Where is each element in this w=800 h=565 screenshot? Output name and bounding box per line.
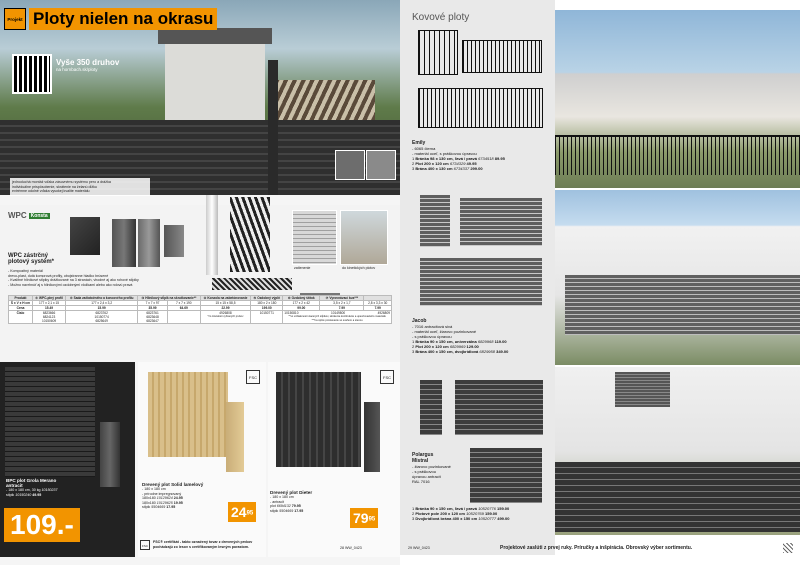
larch-fence-image [148,372,228,457]
fence-post [268,60,278,195]
screening-caption: zatienenie [294,266,311,270]
dieter-panel [268,362,400,557]
number-cell: 10150771 [251,311,283,324]
emily-gate2-image [418,88,543,128]
intro-box [10,178,150,196]
concrete-bracket-image [206,195,218,275]
item-number: 10150810 [284,311,299,315]
larch-info [142,482,227,510]
item-number: 6823666 [42,311,56,315]
jacob-name: Jacob [412,318,427,324]
item-label: Plotové pole 200 x 120 cm [415,511,465,516]
wpc-heading [8,253,88,265]
fsc-text-1: FSC® certifikát - takto označený tovar z drevených prvkov [153,540,253,545]
right-page-number [408,546,430,551]
item-price: 299.00 [470,166,483,171]
item-label: Bránka 90 x 150 cm, ľavá / pravá [415,506,477,511]
bpc-desc-1-num: 10150237 [41,488,58,492]
item-number: 4926808 [219,311,232,315]
larch-post-image [226,402,244,472]
page-number: 29 [408,546,412,550]
item-price: 159.00 [485,511,498,516]
fsc-label: FSC [142,544,148,548]
bpc-desc-1-text: - 180 x 180 cm, 30 kg [6,488,41,492]
footnote-1: *zo závislosti vybraných prvkov [207,315,244,318]
price-cell: 15.49 [32,306,65,311]
polargus-d2: - s práškovou [412,469,437,474]
size-cell: 7 x 7 x 97 [138,301,168,306]
item-code: 6734518 [478,156,494,161]
item-code: 6734337 [453,166,470,171]
size-cell: 15 x 15 x 58,5 [200,301,251,306]
price-cell: 64.69 [167,306,200,311]
item-number-badge: 3 [412,349,415,354]
item-number: 6823762 [95,311,108,315]
table-row [9,311,392,324]
polargus-fence-in-photo [555,462,800,532]
konsta-label: Konsta [30,212,48,219]
size-cell: 180 x 2 x 180 [251,301,283,306]
larch-name: Drevený plot Solid lamelový [142,482,204,487]
dieter-price-main: 79 [353,510,369,526]
decor-plate-image [212,278,292,290]
polargus-items [412,506,552,521]
number-cell [138,311,168,324]
emily-d1: - 6065 čierna [412,146,436,151]
larch-panel [138,362,266,557]
col-header: ③ Hliníkový stĺpik na skrutkovanie** [138,296,200,301]
inset-photo-2 [366,150,396,180]
wpc-bullet-4: - Možno navrhnúť aj s hliníkovými ozdobnými vložkami alebo ako rolovú pravá [8,282,133,287]
number-label: Číslo [9,311,33,324]
bpc-fence-image [5,367,95,477]
larch-d3-label: 180x180 [142,496,156,501]
qr-caption [56,58,119,72]
item-code: 10520777 [478,516,497,521]
col-header: ① WPC-plný profil [32,296,65,301]
item-number: 6823761 [146,311,159,315]
size-cell: 177 x 2,1 x 15 [32,301,65,306]
title-bar [4,8,217,30]
item-label: Brána 400 x 150 cm, dvojkrídlová [415,349,479,354]
item-code: 6734329 [449,161,466,166]
item-number: 10150774 [94,315,109,319]
size-cell: 3,5 x 2 x 1,7 [320,301,364,306]
price-cell: 7.99 [320,306,364,311]
bpc-desc-2 [6,493,131,498]
item-number: 6823647 [146,319,159,323]
right-heading: Kovové ploty [412,12,470,23]
larch-d3-num: 10129624 [156,496,173,501]
polargus-d1: - žiarovo pozinkované [412,464,451,469]
emily-item-3 [412,166,552,171]
dieter-d3-label: plot [270,504,276,509]
polargus-house-photo [555,367,800,535]
item-label: Brána 400 x 130 cm [415,166,453,171]
item-code: 10520769 [466,511,484,516]
item-price: 119.00 [494,339,507,344]
item-number: 6825649 [95,319,108,323]
item-number-badge: 1 [412,156,415,161]
dieter-d3-price: 79.95 [291,504,301,509]
polargus-name-1: Polargus [412,452,434,458]
size-cell: 177 x 2 x 42 [283,301,320,306]
page-title: Ploty nielen na okrasu [29,8,217,30]
dieter-price [350,508,378,528]
dieter-d4-num: 5504669 [279,508,294,513]
size-cell: 7 x 7 x 190 [167,301,200,306]
col-header: ⑤ Ozdobný výplň [251,296,283,301]
bpc-price: 109.- [4,508,80,542]
bpc-desc-2-text: stĺpik [6,492,15,497]
jacob-house-photo [555,190,800,365]
item-label: Bránka 90 x 150 cm, univerzálna [415,339,477,344]
price-cell: 22.99 [200,306,251,311]
item-number-badge: 2 [412,511,415,516]
polargus-d3: úpravou antracit [412,474,441,479]
jacob-gate-image [420,195,450,247]
bpc-name-line-1: BPC plot Grola Merano [6,478,57,483]
item-number: 4926809 [377,311,390,315]
item-number-badge: 1 [412,506,415,511]
item-number: 10149800 [330,311,346,315]
item-code: 6829969 [449,344,466,349]
item-label: Bránka 98 x 130 cm, ľavá / pravá [415,156,477,161]
screening-photo [292,210,337,265]
jacob-d1: - 7016 antracitová sivá [412,324,453,329]
page-code: WW_0423 [413,546,430,550]
intro-line-2: individuálne prispôsobenie, skrátenie na želanú dĺžku [12,184,97,189]
polargus-panel-image [455,380,543,435]
larch-d5 [142,505,227,510]
emily-house-photo [555,10,800,188]
polargus-gate-image [420,380,442,435]
qr-line-1: Vyše 350 druhov [56,58,120,67]
right-footer-text: Projektové zaslúti z prvej ruky. Príručky a inšpirácia. Obrovský výber sortimentu. [500,545,693,551]
larch-d4-num: 10129625 [156,500,173,505]
bpc-info [6,478,131,497]
dieter-d4-label: stĺpik [270,508,279,513]
polargus-info [412,452,472,484]
wpc-label: WPC [8,211,27,220]
fsc-footer [140,540,340,550]
fsc-text-2: pochádzajú zo lesov s certifikovaným lesným porastom. [153,545,250,549]
right-page [400,0,800,565]
decor-insert-image [230,197,270,272]
post-profile-image [164,225,184,257]
aluminium-post-image [138,219,160,267]
fsc-badge-larch [246,370,260,384]
item-price: 499.00 [497,516,510,521]
fsc-footer-logo [140,540,150,550]
item-code: 6829968 [477,339,494,344]
jacob-info [412,318,552,354]
col-header: ⑥ Ozdobný štítok [283,296,320,301]
larch-d4-label: 180x180 [142,500,156,505]
item-price: 159.00 [497,506,510,511]
house-image [165,40,265,120]
larch-price-cents: 95 [246,510,254,517]
dieter-d4 [270,509,355,514]
jacob-item-3 [412,349,552,354]
fsc-label: FSC [249,375,257,380]
left-page-number [340,546,362,551]
item-label: Dvojkrídlová brána 400 x 150 cm [415,516,478,521]
larch-price-main: 24 [231,504,247,520]
item-number-badge: 2 [412,344,415,349]
price-label: Cena [9,306,33,311]
item-number: 6823648 [146,315,159,319]
dieter-d3-num: 6694132 [276,504,291,509]
jacob-gate2-image [420,258,542,306]
bpc-desc-2-num: 10150240 [15,492,32,497]
item-number: 10150609 [41,319,57,323]
larch-d5-num: 5504669 [151,505,166,510]
price-cell: 199.00 [251,306,283,311]
wpc-bullet-2: drevo-plast, dutá komorová profily, obojstranne hladko brúsené [8,273,109,278]
dieter-post-image [364,402,380,472]
wpc-section [0,205,400,360]
page-code: WW_0423 [345,546,362,550]
item-code: 6829958 [479,349,495,354]
col-header: Produkt [9,296,33,301]
polargus-item-3 [412,516,552,521]
fsc-label: FSC [383,375,391,380]
emily-d2: - materiál oceľ, s práškovou úpravou [412,151,477,156]
page-number: 28 [340,546,344,550]
intro-line-1: jednoduchá montáž vďaka zásuvnému systému pero a drážka [12,180,111,184]
larch-d5-price: 17.95 [166,505,176,510]
item-label: Plot 200 x 120 cm [415,161,449,166]
emily-name: Emily [412,140,426,146]
wpc-table [8,295,392,324]
item-number-badge: 2 [412,161,415,166]
dieter-fence-image [276,372,361,467]
larch-d5-label: stĺpik [142,505,151,510]
jacob-panel-image [460,198,542,246]
qr-line-2: na hornbach.sk/ploty [56,67,98,72]
bpc-name-line-2: antracit [6,483,23,488]
pattern-icon [783,543,793,553]
price-cell: 15.99 [66,306,138,311]
price-cell: 7.99 [364,306,392,311]
wpc-bullets [8,269,208,287]
emily-panel-image [462,40,542,73]
footnote-2: **vo vzdialenosti viacerých stĺpikov, skrátenie konštrukcie a upevňovacieho materiálu [288,315,386,318]
item-number: 6824123 [42,315,56,319]
kinetic-photo [340,210,388,265]
dieter-name: Drevený plot Dieter [270,490,313,495]
jacob-d2: - materiál oceľ, žiarovo pozinkované [412,329,477,334]
dieter-d4-price: 17.95 [294,508,304,513]
item-number-badge: 3 [412,166,415,171]
dieter-info [270,490,355,513]
number-cell [283,311,392,324]
size-label: Š x V x H cm [9,301,33,306]
polargus-name-2: Mistral [412,458,429,464]
dieter-d1: - 180 x 180 cm [270,495,294,499]
jacob-fence-in-photo [565,275,800,335]
larch-price [228,502,256,522]
jacob-d3: - s práškovou úpravou [412,334,452,339]
dieter-d2: - antracit [270,499,284,504]
size-cell: 2,8 x 3,3 x 30 [364,301,392,306]
emily-gate-image [418,30,458,75]
item-price: 49.95 [466,161,477,166]
larch-d2: - prírodne impregnovaný [142,491,182,496]
wpc-heading-line-2: plotový systém* [8,259,55,265]
col-header: ④ Konzola na zabetónovanie [200,296,251,301]
item-label: Plot 200 x 120 cm [415,344,449,349]
item-price: 349.00 [496,349,509,354]
house-roof [158,28,272,44]
wpc-bullet-3: - Kvalitné hliníkové stĺpiky drážkované na 3 stranách, vhodné aj ako rohové stĺpiky [8,278,139,283]
wpc-bullet-1: - Kompozitný materiál [8,269,43,273]
item-code: 10520776 [478,506,496,511]
polargus-d4: RAL 7016 [412,479,430,484]
item-price: 129.00 [466,344,479,349]
window-shutter [615,372,670,407]
start-end-profile-image [112,219,136,267]
inset-photo-1 [335,150,365,180]
polargus-gate2-image [470,448,542,503]
number-cell [32,311,65,324]
fsc-badge-dieter [380,370,394,384]
size-cell: 177 x 2,4 x 3,2 [66,301,138,306]
number-cell [66,311,138,324]
number-cell [200,311,251,324]
col-header: ② Sada začiatočného a koncového profilu [66,296,138,301]
wpc-profile-image [70,217,100,255]
dieter-price-cents: 95 [368,516,376,523]
number-cell [167,311,200,324]
qr-code [12,54,52,94]
wpc-heading-line-1: WPC zástrčný [8,253,49,259]
larch-d4-price: 19.95 [173,500,183,505]
intro-line-3: extrémne odolné vďaka vysokej kvalite materiálu [12,189,90,194]
col-header: ⑦ Vyrovnávací kus*** [320,296,364,301]
larch-d1: - 180 x 180 cm [142,487,166,491]
bpc-desc-2-price: 49.95 [32,492,42,497]
footnote-3: ***na úplné prostavanie so svahom a stenou [311,319,363,322]
item-price: 89.95 [494,156,505,161]
logo-label: Projekt [7,16,23,22]
item-number-badge: 3 [412,516,415,521]
projekt-logo [4,8,26,30]
wpc-brand [8,211,50,220]
item-number-badge: 1 [412,339,415,344]
larch-d3-price: 24.95 [173,496,183,501]
price-cell: 35.99 [138,306,168,311]
kinetic-caption: do kinetických plotov [342,266,376,270]
emily-fence-in-photo [555,135,800,175]
emily-info [412,140,552,171]
price-cell: 99.00 [283,306,320,311]
